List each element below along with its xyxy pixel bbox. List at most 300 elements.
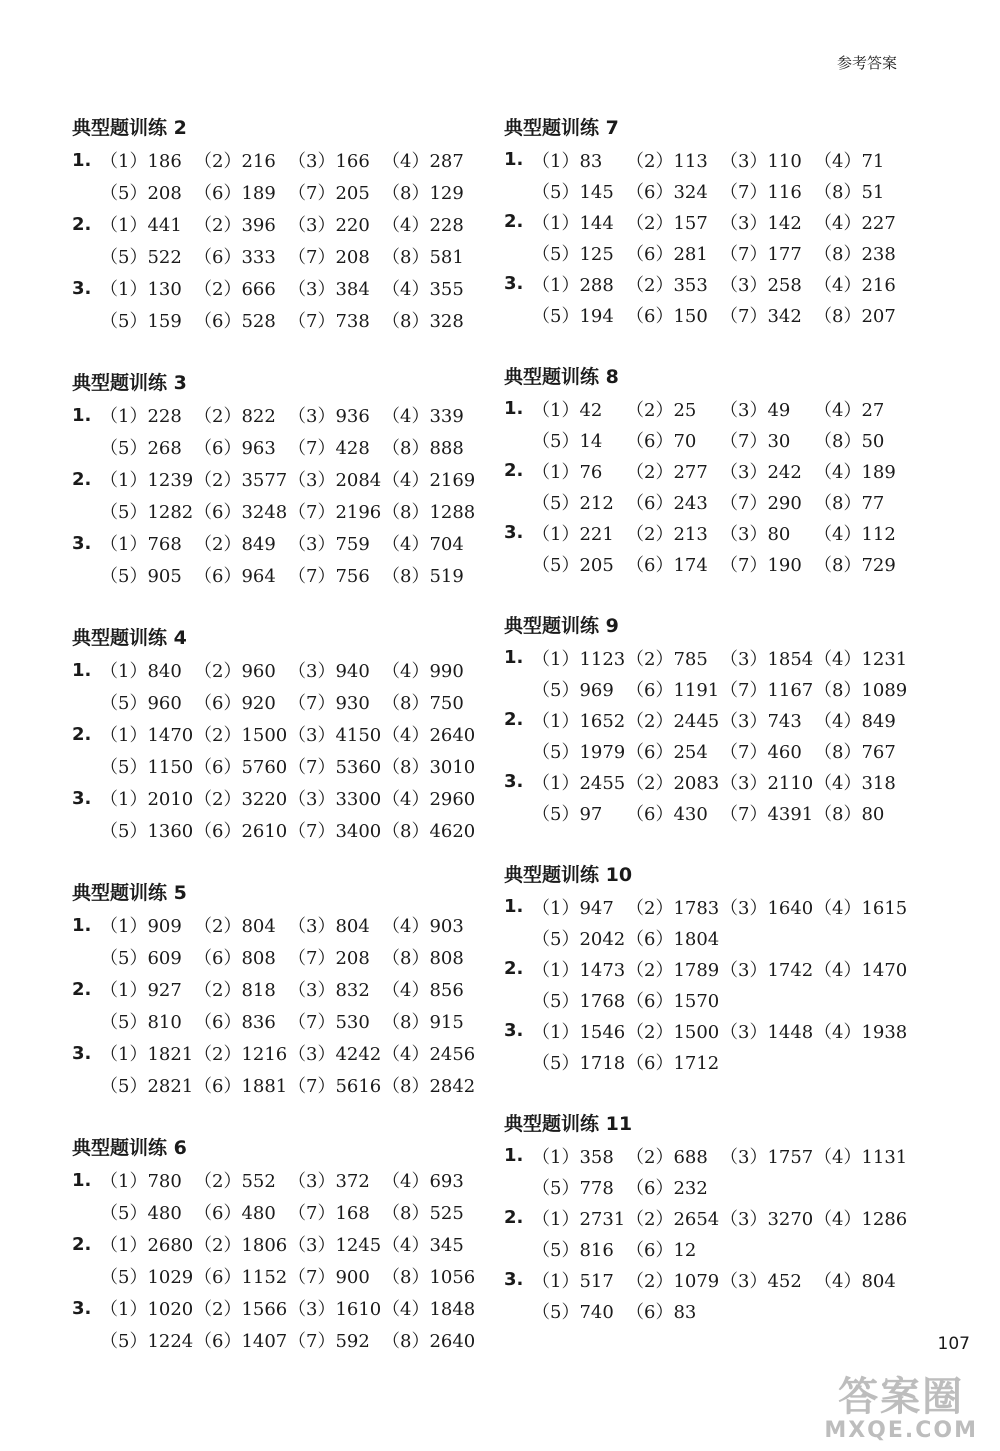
- answer-row: [504, 268, 914, 299]
- answer-item: （5）740: [532, 1301, 614, 1323]
- answer-item: （1）2010: [100, 789, 194, 810]
- answer-item: （5）905: [100, 566, 182, 587]
- answer-item: （2）1789: [626, 959, 720, 981]
- answer-row: [72, 782, 482, 814]
- answer-item: （1）228: [100, 406, 182, 427]
- answer-item: （5）1150: [100, 757, 194, 778]
- answer-row: [72, 1228, 482, 1260]
- answer-item: （1）2731: [532, 1208, 626, 1230]
- answer-row: [504, 175, 914, 206]
- answer-item: （3）80: [720, 523, 791, 545]
- answer-item: （2）213: [626, 523, 708, 545]
- answer-item: （1）927: [100, 980, 182, 1001]
- answer-item: （1）1020: [100, 1299, 194, 1320]
- answer-item: （5）2042: [532, 928, 626, 950]
- answer-row: [72, 272, 482, 304]
- watermark-cn: 答案圈: [838, 1374, 965, 1420]
- answer-item: （8）2640: [382, 1331, 476, 1352]
- answer-item: （2）822: [194, 406, 276, 427]
- answer-item: （8）767: [814, 741, 896, 763]
- answer-item: （8）888: [382, 438, 464, 459]
- answer-item: （8）1089: [814, 679, 908, 701]
- answer-item: （3）242: [720, 461, 802, 483]
- answer-item: （8）4620: [382, 821, 476, 842]
- answer-item: （2）1500: [194, 725, 288, 746]
- answer-item: （6）174: [626, 554, 708, 576]
- answer-item: （7）592: [288, 1331, 370, 1352]
- answer-item: （3）4242: [288, 1044, 382, 1065]
- answer-item: （2）552: [194, 1171, 276, 1192]
- answer-item: （6）281: [626, 243, 708, 265]
- answer-item: （2）396: [194, 215, 276, 236]
- answer-row: [504, 393, 914, 424]
- answer-row: [72, 1069, 482, 1101]
- page-header: 参考答案: [836, 54, 897, 72]
- answer-item: （1）768: [100, 534, 182, 555]
- answer-item: （5）480: [100, 1203, 182, 1224]
- question-number: 3.: [504, 1020, 524, 1041]
- answer-row: [72, 1037, 482, 1069]
- answer-item: （5）1360: [100, 821, 194, 842]
- answer-item: （4）2960: [382, 789, 476, 810]
- answer-row: [72, 1005, 482, 1037]
- answer-row: [72, 1196, 482, 1228]
- answer-item: （4）1286: [814, 1208, 908, 1230]
- question-number: 2.: [72, 978, 92, 1000]
- answer-row: [504, 486, 914, 517]
- question-number: 1.: [504, 647, 524, 668]
- answer-item: （2）1783: [626, 897, 720, 919]
- answer-row: [504, 1171, 914, 1202]
- right-column: [504, 112, 914, 1357]
- answer-row: [504, 517, 914, 548]
- answer-row: [72, 814, 482, 846]
- answer-item: （1）1821: [100, 1044, 194, 1065]
- answer-row: [72, 304, 482, 336]
- answer-item: （2）2654: [626, 1208, 720, 1230]
- question-number: 2.: [72, 468, 92, 490]
- section-title: 典型题训练 11: [504, 1113, 633, 1135]
- section-title: 典型题训练 3: [72, 372, 187, 394]
- answer-item: （7）756: [288, 566, 370, 587]
- answer-item: （4）1131: [814, 1146, 908, 1168]
- answer-item: （2）3220: [194, 789, 288, 810]
- section-title: 典型题训练 8: [504, 366, 619, 388]
- answer-item: （6）836: [194, 1012, 276, 1033]
- section-title: 典型题训练 7: [504, 117, 619, 139]
- answer-item: （1）2455: [532, 772, 626, 794]
- answer-item: （4）804: [814, 1270, 896, 1292]
- question-number: 3.: [504, 273, 524, 294]
- question-number: 1.: [72, 914, 92, 936]
- answer-item: （6）1712: [626, 1052, 720, 1074]
- answer-item: （5）778: [532, 1177, 614, 1199]
- answer-section: [504, 859, 914, 1077]
- answer-section: [72, 367, 482, 591]
- question-number: 2.: [504, 460, 524, 481]
- answer-item: （6）5760: [194, 757, 288, 778]
- answer-item: （6）324: [626, 181, 708, 203]
- answer-row: [504, 1264, 914, 1295]
- answer-item: （3）804: [288, 916, 370, 937]
- answer-item: （7）530: [288, 1012, 370, 1033]
- answer-row: [72, 176, 482, 208]
- answer-row: [504, 1046, 914, 1077]
- section-title: 典型题训练 4: [72, 627, 187, 649]
- answer-item: （7）190: [720, 554, 802, 576]
- answer-item: （6）963: [194, 438, 276, 459]
- answer-item: （4）693: [382, 1171, 464, 1192]
- answer-item: （8）80: [814, 803, 885, 825]
- answer-section: [72, 877, 482, 1101]
- answer-item: （3）110: [720, 150, 802, 172]
- answer-item: （8）750: [382, 693, 464, 714]
- answer-item: （8）1056: [382, 1267, 476, 1288]
- answer-item: （3）2110: [720, 772, 814, 794]
- answer-row: [504, 237, 914, 268]
- answer-row: [504, 984, 914, 1015]
- answer-item: （5）1224: [100, 1331, 194, 1352]
- answer-item: （2）353: [626, 274, 708, 296]
- answer-item: （4）1938: [814, 1021, 908, 1043]
- answer-item: （6）150: [626, 305, 708, 327]
- answer-item: （1）144: [532, 212, 614, 234]
- answer-item: （6）70: [626, 430, 697, 452]
- answer-item: （4）112: [814, 523, 896, 545]
- answer-row: [72, 559, 482, 591]
- section-title: 典型题训练 5: [72, 882, 187, 904]
- answer-item: （6）1804: [626, 928, 720, 950]
- answer-item: （2）113: [626, 150, 708, 172]
- answer-item: （6）189: [194, 183, 276, 204]
- answer-section: [504, 112, 914, 330]
- answer-item: （4）849: [814, 710, 896, 732]
- answer-row: [72, 1292, 482, 1324]
- answer-item: （7）3400: [288, 821, 382, 842]
- answer-item: （6）1407: [194, 1331, 288, 1352]
- answer-item: （3）1245: [288, 1235, 382, 1256]
- answer-item: （1）1470: [100, 725, 194, 746]
- answer-item: （2）849: [194, 534, 276, 555]
- answer-item: （2）666: [194, 279, 276, 300]
- answer-item: （6）3248: [194, 502, 288, 523]
- answer-section: [72, 622, 482, 846]
- answer-item: （1）1652: [532, 710, 626, 732]
- left-column: [72, 112, 482, 1387]
- answer-item: （8）915: [382, 1012, 464, 1033]
- answer-item: （3）258: [720, 274, 802, 296]
- answer-item: （8）525: [382, 1203, 464, 1224]
- question-number: 1.: [72, 659, 92, 681]
- answer-item: （4）287: [382, 151, 464, 172]
- answer-item: （7）208: [288, 247, 370, 268]
- answer-item: （5）125: [532, 243, 614, 265]
- answer-item: （6）2610: [194, 821, 288, 842]
- answer-row: [504, 735, 914, 766]
- answer-item: （7）4391: [720, 803, 814, 825]
- question-number: 2.: [504, 1207, 524, 1228]
- answer-item: （5）212: [532, 492, 614, 514]
- answer-item: （3）220: [288, 215, 370, 236]
- answer-item: （8）1288: [382, 502, 476, 523]
- answer-item: （5）2821: [100, 1076, 194, 1097]
- answer-item: （4）227: [814, 212, 896, 234]
- question-number: 2.: [504, 211, 524, 232]
- answer-row: [504, 704, 914, 735]
- answer-item: （1）186: [100, 151, 182, 172]
- question-number: 1.: [504, 398, 524, 419]
- answer-item: （2）688: [626, 1146, 708, 1168]
- answer-item: （7）205: [288, 183, 370, 204]
- answer-item: （3）940: [288, 661, 370, 682]
- page-number: 107: [937, 1334, 970, 1354]
- question-number: 1.: [504, 149, 524, 170]
- answer-item: （2）1216: [194, 1044, 288, 1065]
- answer-item: （8）581: [382, 247, 464, 268]
- answer-item: （4）339: [382, 406, 464, 427]
- answer-item: （5）1979: [532, 741, 626, 763]
- answer-item: （4）355: [382, 279, 464, 300]
- answer-item: （3）2084: [288, 470, 382, 491]
- answer-item: （1）1239: [100, 470, 194, 491]
- answer-item: （5）960: [100, 693, 182, 714]
- answer-item: （4）216: [814, 274, 896, 296]
- answer-item: （3）142: [720, 212, 802, 234]
- answer-row: [72, 1164, 482, 1196]
- answer-item: （3）743: [720, 710, 802, 732]
- answer-item: （1）288: [532, 274, 614, 296]
- answer-item: （7）1167: [720, 679, 814, 701]
- answer-item: （8）50: [814, 430, 885, 452]
- question-number: 3.: [504, 771, 524, 792]
- answer-item: （4）27: [814, 399, 885, 421]
- answer-item: （7）428: [288, 438, 370, 459]
- answer-item: （2）2445: [626, 710, 720, 732]
- answer-item: （5）1718: [532, 1052, 626, 1074]
- answer-item: （6）83: [626, 1301, 697, 1323]
- answer-item: （6）333: [194, 247, 276, 268]
- answer-row: [72, 973, 482, 1005]
- answer-row: [504, 548, 914, 579]
- question-number: 1.: [72, 1169, 92, 1191]
- answer-item: （4）318: [814, 772, 896, 794]
- answer-item: （3）1640: [720, 897, 814, 919]
- section-title: 典型题训练 2: [72, 117, 187, 139]
- answer-item: （3）759: [288, 534, 370, 555]
- answer-item: （5）194: [532, 305, 614, 327]
- answer-row: [504, 1140, 914, 1171]
- answer-section: [504, 1108, 914, 1326]
- answer-row: [504, 766, 914, 797]
- answer-item: （7）738: [288, 311, 370, 332]
- answer-item: （1）909: [100, 916, 182, 937]
- answer-item: （2）1500: [626, 1021, 720, 1043]
- answer-section: [504, 361, 914, 579]
- answer-row: [72, 941, 482, 973]
- answer-row: [504, 1015, 914, 1046]
- answer-item: （3）1757: [720, 1146, 814, 1168]
- answer-row: [504, 1233, 914, 1264]
- answer-item: （6）528: [194, 311, 276, 332]
- watermark-en: MXQE.COM: [824, 1418, 978, 1443]
- answer-item: （1）1123: [532, 648, 626, 670]
- answer-row: [504, 922, 914, 953]
- answer-item: （5）1768: [532, 990, 626, 1012]
- question-number: 3.: [72, 1042, 92, 1064]
- answer-item: （7）2196: [288, 502, 382, 523]
- answer-item: （4）2640: [382, 725, 476, 746]
- answer-item: （1）441: [100, 215, 182, 236]
- answer-item: （3）832: [288, 980, 370, 1001]
- answer-item: （6）1570: [626, 990, 720, 1012]
- question-number: 1.: [72, 149, 92, 171]
- answer-item: （8）129: [382, 183, 464, 204]
- answer-item: （2）1079: [626, 1270, 720, 1292]
- answer-item: （2）785: [626, 648, 708, 670]
- answer-row: [72, 1324, 482, 1356]
- answer-section: [504, 610, 914, 828]
- answer-item: （4）1470: [814, 959, 908, 981]
- answer-item: （1）130: [100, 279, 182, 300]
- answer-item: （1）1546: [532, 1021, 626, 1043]
- answer-row: [72, 686, 482, 718]
- answer-row: [504, 642, 914, 673]
- answer-row: [504, 424, 914, 455]
- answer-row: [72, 718, 482, 750]
- answer-item: （4）990: [382, 661, 464, 682]
- answer-item: （4）2169: [382, 470, 476, 491]
- answer-row: [72, 654, 482, 686]
- answer-item: （1）840: [100, 661, 182, 682]
- answer-item: （3）372: [288, 1171, 370, 1192]
- answer-item: （4）704: [382, 534, 464, 555]
- answer-item: （5）145: [532, 181, 614, 203]
- answer-item: （2）216: [194, 151, 276, 172]
- answer-item: （8）51: [814, 181, 885, 203]
- answer-row: [504, 144, 914, 175]
- answer-item: （7）177: [720, 243, 802, 265]
- question-number: 3.: [72, 787, 92, 809]
- answer-item: （6）1191: [626, 679, 720, 701]
- answer-row: [504, 1202, 914, 1233]
- answer-item: （2）25: [626, 399, 697, 421]
- answer-item: （6）430: [626, 803, 708, 825]
- answer-item: （2）1806: [194, 1235, 288, 1256]
- answer-section: [72, 112, 482, 336]
- question-number: 2.: [504, 709, 524, 730]
- answer-item: （6）1881: [194, 1076, 288, 1097]
- answer-item: （5）1029: [100, 1267, 194, 1288]
- answer-item: （2）960: [194, 661, 276, 682]
- answer-item: （3）4150: [288, 725, 382, 746]
- answer-item: （8）729: [814, 554, 896, 576]
- answer-item: （6）232: [626, 1177, 708, 1199]
- answer-item: （3）936: [288, 406, 370, 427]
- question-number: 2.: [72, 213, 92, 235]
- answer-item: （7）5616: [288, 1076, 382, 1097]
- answer-item: （6）964: [194, 566, 276, 587]
- question-number: 2.: [72, 1233, 92, 1255]
- answer-item: （1）517: [532, 1270, 614, 1292]
- answer-row: [72, 431, 482, 463]
- answer-item: （4）1848: [382, 1299, 476, 1320]
- answer-item: （5）969: [532, 679, 614, 701]
- answer-item: （7）30: [720, 430, 791, 452]
- answer-row: [72, 208, 482, 240]
- answer-item: （4）228: [382, 215, 464, 236]
- answer-item: （5）522: [100, 247, 182, 268]
- answer-item: （5）810: [100, 1012, 182, 1033]
- section-title: 典型题训练 9: [504, 615, 619, 637]
- answer-item: （5）816: [532, 1239, 614, 1261]
- answer-item: （5）208: [100, 183, 182, 204]
- answer-item: （7）5360: [288, 757, 382, 778]
- question-number: 2.: [72, 723, 92, 745]
- answer-item: （6）243: [626, 492, 708, 514]
- answer-item: （2）1566: [194, 1299, 288, 1320]
- answer-item: （3）3300: [288, 789, 382, 810]
- answer-item: （4）903: [382, 916, 464, 937]
- answer-item: （1）780: [100, 1171, 182, 1192]
- answer-item: （2）818: [194, 980, 276, 1001]
- answer-item: （4）345: [382, 1235, 464, 1256]
- answer-item: （4）2456: [382, 1044, 476, 1065]
- answer-item: （7）460: [720, 741, 802, 763]
- answer-section: [72, 1132, 482, 1356]
- answer-item: （8）519: [382, 566, 464, 587]
- answer-row: [72, 144, 482, 176]
- answer-row: [504, 673, 914, 704]
- answer-item: （2）277: [626, 461, 708, 483]
- question-number: 3.: [504, 1269, 524, 1290]
- answer-item: （6）480: [194, 1203, 276, 1224]
- answer-row: [72, 463, 482, 495]
- answer-item: （5）609: [100, 948, 182, 969]
- answer-item: （6）920: [194, 693, 276, 714]
- answer-item: （7）116: [720, 181, 802, 203]
- question-number: 3.: [72, 532, 92, 554]
- answer-row: [72, 399, 482, 431]
- answer-item: （8）328: [382, 311, 464, 332]
- answer-item: （7）342: [720, 305, 802, 327]
- answer-item: （7）900: [288, 1267, 370, 1288]
- answer-item: （3）452: [720, 1270, 802, 1292]
- answer-row: [504, 206, 914, 237]
- answer-item: （5）205: [532, 554, 614, 576]
- section-title: 典型题训练 10: [504, 864, 633, 886]
- answer-item: （5）268: [100, 438, 182, 459]
- question-number: 3.: [72, 277, 92, 299]
- answer-item: （8）2842: [382, 1076, 476, 1097]
- answer-row: [72, 240, 482, 272]
- answer-item: （2）157: [626, 212, 708, 234]
- question-number: 1.: [504, 1145, 524, 1166]
- answer-row: [72, 750, 482, 782]
- answer-item: （3）49: [720, 399, 791, 421]
- answer-row: [504, 797, 914, 828]
- answer-item: （8）207: [814, 305, 896, 327]
- answer-item: （8）238: [814, 243, 896, 265]
- answer-row: [504, 1295, 914, 1326]
- answer-item: （4）71: [814, 150, 885, 172]
- answer-item: （5）14: [532, 430, 603, 452]
- answer-row: [504, 455, 914, 486]
- answer-row: [504, 891, 914, 922]
- answer-item: （8）808: [382, 948, 464, 969]
- answer-row: [72, 495, 482, 527]
- section-title: 典型题训练 6: [72, 1137, 187, 1159]
- answer-row: [72, 527, 482, 559]
